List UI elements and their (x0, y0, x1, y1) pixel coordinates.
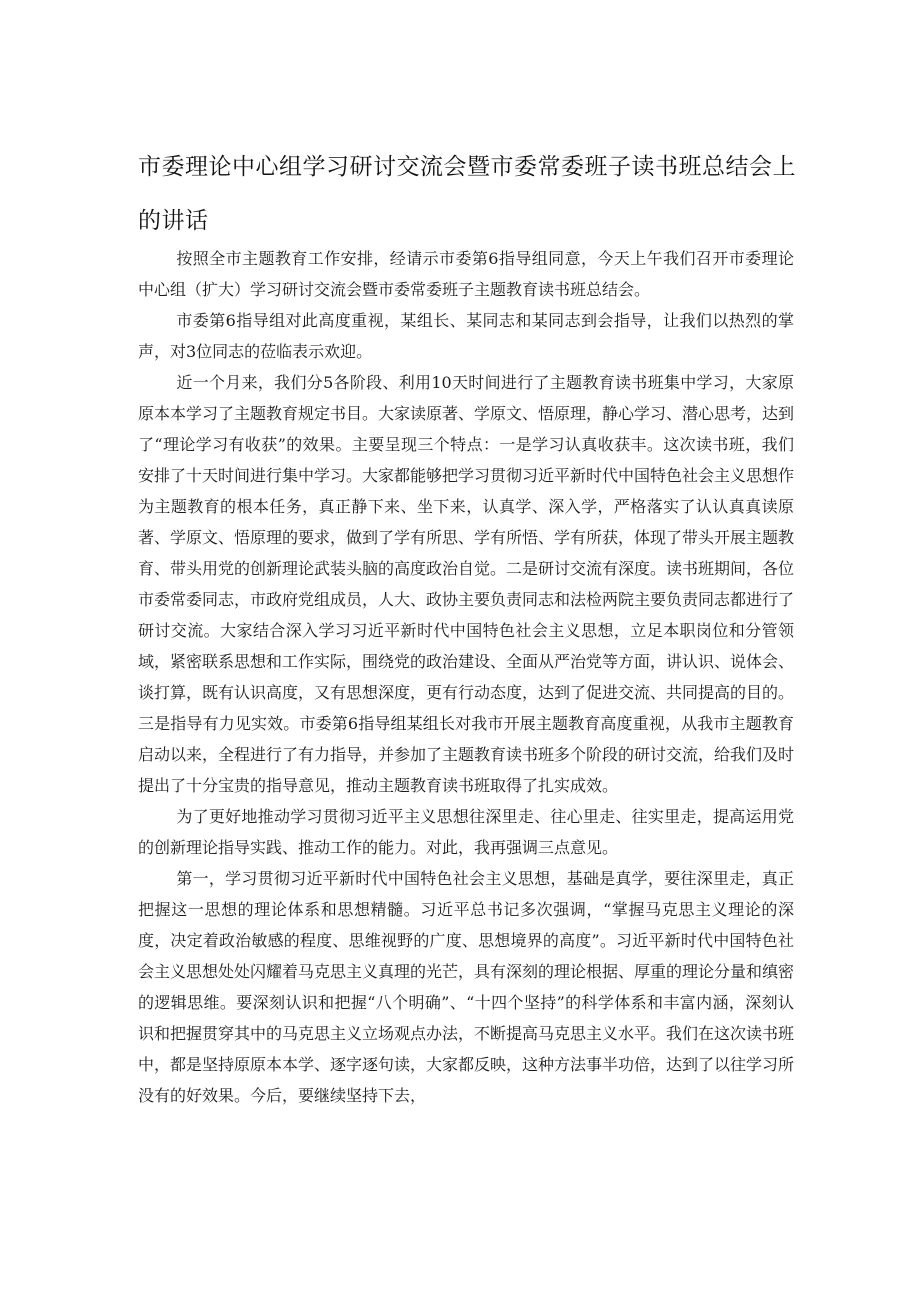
document-body (138, 243, 794, 1111)
paragraph-study-summary: 近一个月来，我们分5各阶段、利用10天时间进行了主题教育读书班集中学习，大家原原本本学习了主题教育规定书目。大家读原著、学原文、悟原理，静心学习、潜心思考，达到了“理论学习有收获”的效果。主要呈现三个特点：一是学习认真收获丰。这次读书班，我们安排了十天时间进行集中学习。大家都能够把学习贯彻习近平新时代中国特色社会主义思想作为主题教育的根本任务，真正静下来、坐下来，认真学、深入学，严格落实了认认真真读原著、学原文、悟原理的要求，做到了学有所思、学有所悟、学有所获，体现了带头开展主题教育、带头用党的创新理论武装头脑的高度政治自觉。二是研讨交流有深度。读书班期间，各位市委常委同志，市政府党组成员，人大、政协主要负责同志和法检两院主要负责同志都进行了研讨交流。大家结合深入学习习近平新时代中国特色社会主义思想，立足本职岗位和分管领域，紧密联系思想和工作实际，围绕党的政治建设、全面从严治党等方面，讲认识、说体会、谈打算，既有认识高度，又有思想深度，更有行动态度，达到了促进交流、共同提高的目的。三是指导有力见实效。市委第6指导组某组长对我市开展主题教育高度重视，从我市主题教育启动以来，全程进行了有力指导，并参加了主题教育读书班多个阶段的研讨交流，给我们及时提出了十分宝贵的指导意见，推动主题教育读书班取得了扎实成效。 (138, 373, 795, 795)
paragraph-transition: 为了更好地推动学习贯彻习近平主义思想往深里走、往心里走、往实里走，提高运用党的创新理论指导实践、推动工作的能力。对此，我再强调三点意见。 (138, 807, 794, 857)
paragraph-point-one: 第一，学习贯彻习近平新时代中国特色社会主义思想，基础是真学，要往深里走，真正把握这一思想的理论体系和思想精髓。习近平总书记多次强调，“掌握马克思主义理论的深度，决定着政治敏感的程度、思维视野的广度、思想境界的高度”。习近平新时代中国特色社会主义思想处处闪耀着马克思主义真理的光芒，具有深刻的理论根据、厚重的理论分量和缜密的逻辑思维。要深刻认识和把握“八个明确”、“十四个坚持”的科学体系和丰富内涵，深刻认识和把握贯穿其中的马克思主义立场观点办法，不断提高马克思主义水平。我们在这次读书班中，都是坚持原原本本学、逐字逐句读，大家都反映，这种方法事半功倍，达到了以往学习所没有的好效果。今后，要继续坚持下去， (138, 869, 795, 1105)
paragraph-opening: 按照全市主题教育工作安排，经请示市委第6指导组同意，今天上午我们召开市委理论中心组（扩大）学习研讨交流会暨市委常委班子主题教育读书班总结会。 (138, 249, 794, 299)
document-title: 市委理论中心组学习研讨交流会暨市委常委班子读书班总结会上的讲话 (138, 154, 796, 234)
paragraph-welcome: 市委第6指导组对此高度重视，某组长、某同志和某同志到会指导，让我们以热烈的掌声，对3位同志的莅临表示欢迎。 (138, 311, 794, 361)
